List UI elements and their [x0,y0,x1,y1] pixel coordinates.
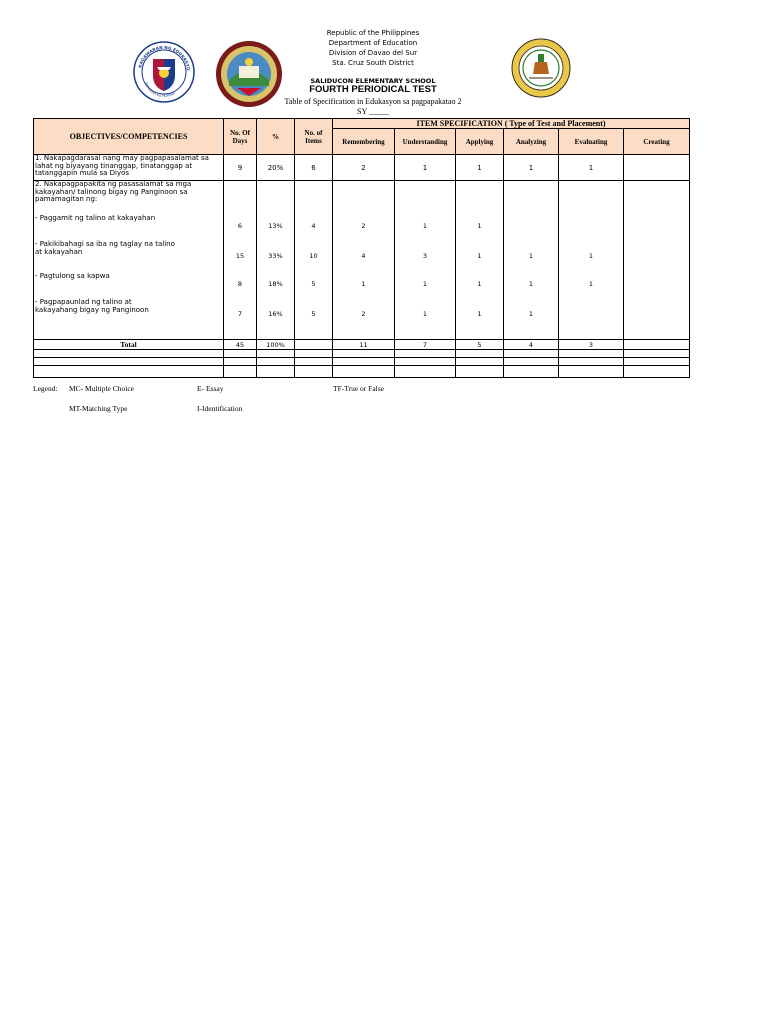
header-analyzing: Analyzing [504,129,559,155]
objective-heading: 2. Nakapagpapakita ng pasasalamat sa mga kakayahan/ talinong bigay ng Panginoon sa pamamagitan ng: [35,180,192,203]
total-remembering: 11 [333,340,395,350]
school-seal [511,38,571,98]
total-days: 45 [224,340,257,350]
total-creating [624,340,690,350]
legend-identification: I-Identification [197,404,243,413]
header-days: No. Of Days [224,119,257,155]
subtitle-block [262,97,484,117]
header-percent: % [257,119,295,155]
cell-analyzing: 1 1 1 [504,181,559,340]
header-line: Republic of the Philippines [326,29,420,37]
header-understanding: Understanding [395,129,456,155]
empty-row [34,358,690,366]
cell-items: 6 [295,155,333,181]
objective-subitem: - Pakikibahagi sa iba ng taglay na talino at kakayahan [35,240,175,256]
cell-creating [624,155,690,181]
cell-applying: 1 1 1 1 [456,181,504,340]
total-items [295,340,333,350]
cell-evaluating: 1 [559,155,624,181]
total-evaluating: 3 [559,340,624,350]
header-evaluating: Evaluating [559,129,624,155]
total-label: Total [34,340,224,350]
objective-subitem: - Pagtulong sa kapwa [35,271,110,280]
legend-essay: E- Essay [197,384,224,393]
total-applying: 5 [456,340,504,350]
specification-table [33,118,690,378]
school-year: SY _____ [357,107,389,116]
header-creating: Creating [624,129,690,155]
header-applying: Applying [456,129,504,155]
legend-true-false: TF-True or False [333,384,384,393]
legend-mc: MC- Multiple Choice [69,384,134,393]
cell-days: 9 [224,155,257,181]
deped-seal-text: KAGAWARAN NG EDUKASYO [137,44,191,71]
legend-matching: MT-Matching Type [69,404,128,413]
school-name: SALIDUCON ELEMENTARY SCHOOL [310,77,436,85]
legend-label: Legend: [33,384,58,393]
cell-percent: 20% [257,155,295,181]
test-title: FOURTH PERIODICAL TEST [309,84,437,95]
header-line: Department of Education [328,39,418,47]
total-analyzing: 4 [504,340,559,350]
subtitle: Table of Specification in Edukasyon sa pagpapakatao 2 [284,97,462,106]
table-row [34,155,690,181]
cell-remembering: 2 4 1 2 [333,181,395,340]
cell-remembering: 2 [333,155,395,181]
objective-cell [34,181,224,340]
total-percent: 100% [257,340,295,350]
cell-evaluating: 1 1 [559,181,624,340]
header-line: Division of Davao del Sur [328,49,418,57]
empty-row [34,366,690,378]
header-remembering: Remembering [333,129,395,155]
letterhead [250,28,496,95]
cell-analyzing: 1 [504,155,559,181]
header-objectives: OBJECTIVES/COMPETENCIES [34,119,224,155]
cell-percent: 13% 33% 18% 16% [257,181,295,340]
header-item-specification: ITEM SPECIFICATION ( Type of Test and Placement) [333,119,690,129]
deped-seal-bottom-text: REPUBLIKA NG PILIPINAS [143,81,176,99]
header-items: No. of Items [295,119,333,155]
cell-creating [624,181,690,340]
cell-days: 6 15 8 7 [224,181,257,340]
objective-subitem: - Paggamit ng talino at kakayahan [35,213,156,222]
objective-subitem: - Pagpapaunlad ng talino at kakayahang bigay ng Panginoon [35,298,149,314]
cell-understanding: 1 [395,155,456,181]
cell-applying: 1 [456,155,504,181]
cell-understanding: 1 3 1 1 [395,181,456,340]
objective-text: 1. Nakapagdarasal nang may pagpapasalamat sa lahat ng biyayang tinanggap, tinatanggap at tatanggapin mula sa Diyos [34,155,224,181]
total-understanding: 7 [395,340,456,350]
total-row [34,340,690,350]
table-row [34,181,690,340]
empty-row [34,350,690,358]
deped-seal [133,41,195,103]
header-line: Sta. Cruz South District [332,59,414,67]
cell-items: 4 10 5 5 [295,181,333,340]
